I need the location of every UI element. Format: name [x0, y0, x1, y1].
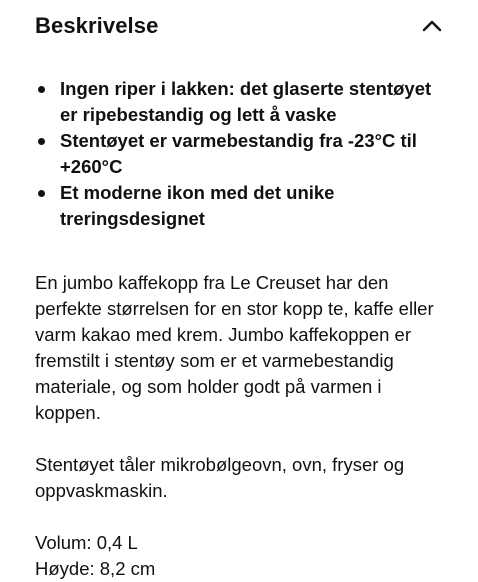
feature-item: [35, 76, 445, 128]
spec-list: [35, 530, 445, 582]
feature-item: [35, 180, 445, 232]
feature-list: [35, 76, 445, 232]
feature-text: Et moderne ikon med det unike treringsdesignet: [60, 182, 335, 229]
feature-text: Ingen riper i lakken: det glaserte stentøyet er ripebestandig og lett å vaske: [60, 78, 432, 125]
feature-item: [35, 128, 445, 180]
bullet-icon: [38, 190, 45, 197]
section-title: Beskrivelse: [35, 13, 159, 38]
bullet-icon: [38, 86, 45, 93]
spec-volume: Volum: 0,4 L: [35, 532, 138, 553]
bullet-icon: [38, 138, 45, 145]
description-accordion-header[interactable]: [35, 10, 445, 42]
chevron-up-icon[interactable]: [421, 15, 443, 37]
description-paragraph: En jumbo kaffekopp fra Le Creuset har den perfekte størrelsen for en stor kopp te, kaffe eller varm kakao med krem. Jumbo kaffekoppen er fremstilt i stentøy som er et varmebestandig materiale, og som holder godt på varmen i koppen.: [35, 272, 434, 423]
feature-text: Stentøyet er varmebestandig fra -23°C til +260°C: [60, 130, 417, 177]
spec-height: Høyde: 8,2 cm: [35, 558, 156, 579]
description-content: [35, 76, 445, 582]
description-paragraph: Stentøyet tåler mikrobølgeovn, ovn, fryser og oppvaskmaskin.: [35, 454, 405, 501]
